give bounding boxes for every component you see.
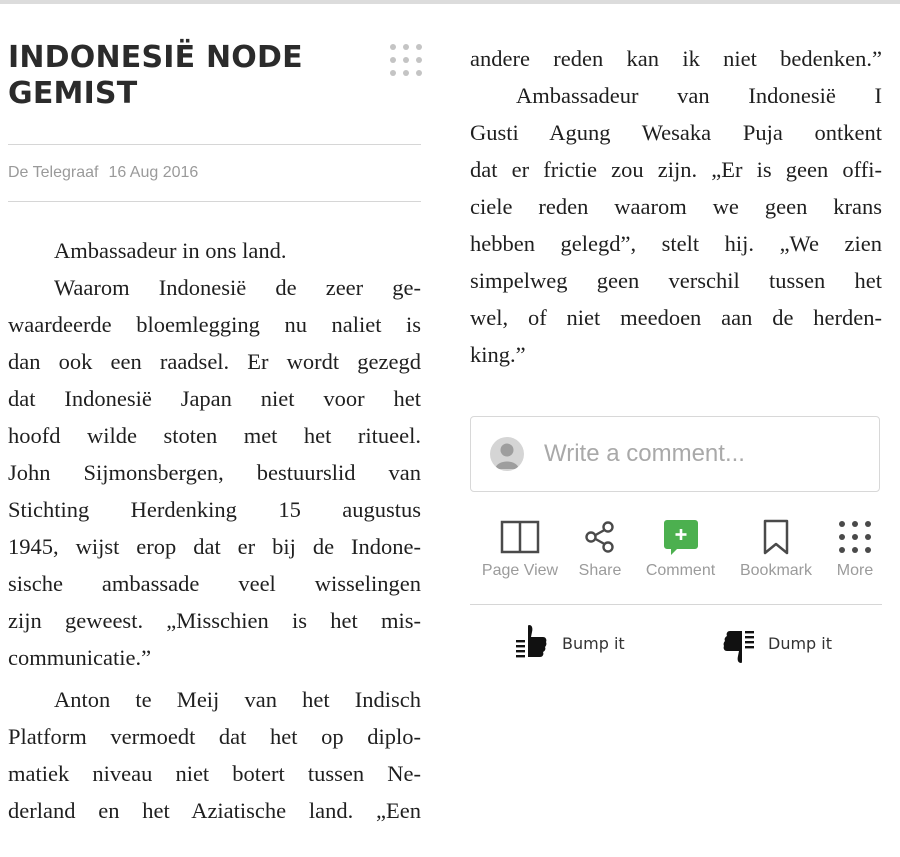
text-line: Anton te Meij van het Indisch xyxy=(54,687,421,712)
article-title-line-2: GEMIST xyxy=(8,76,138,111)
text-line: ciele reden waarom we geen krans xyxy=(470,194,882,219)
article-header xyxy=(8,40,421,140)
article-meta xyxy=(8,145,421,201)
bump-label: Bump it xyxy=(562,633,625,653)
text-line: matiek niveau niet botert tussen Ne- xyxy=(8,761,421,786)
top-divider xyxy=(0,0,900,4)
comment-input[interactable] xyxy=(542,439,866,469)
bookmark-button[interactable] xyxy=(733,516,819,580)
comment-label: Comment xyxy=(645,562,716,579)
text-line: simpelweg geen verschil tussen het xyxy=(470,268,882,293)
article-body-right xyxy=(470,40,882,373)
article-right-column xyxy=(470,40,882,373)
comment-box[interactable] xyxy=(470,416,880,492)
article-body-left xyxy=(8,232,421,829)
text-line: king.” xyxy=(470,342,526,367)
text-line: hebben gelegd”, stelt hij. „We zien xyxy=(470,231,882,256)
meta-divider xyxy=(8,201,421,202)
action-bar xyxy=(470,516,882,586)
text-line: hoofd wilde stoten met het ritueel. xyxy=(8,423,421,448)
text-line: dat er frictie zou zijn. „Er is geen offi- xyxy=(470,157,882,182)
share-button[interactable] xyxy=(575,516,625,580)
article-left-column xyxy=(8,40,421,829)
article-title xyxy=(8,40,421,112)
text-line: wel, of niet meedoen aan de herden- xyxy=(470,305,882,330)
thumbs-down-icon xyxy=(722,621,754,665)
text-line: dan ook een raadsel. Er wordt gezegd xyxy=(8,349,421,374)
text-line: Ambassadeur van Indonesië I xyxy=(516,83,882,108)
paragraph xyxy=(8,269,421,676)
thumbs-up-icon xyxy=(516,623,548,663)
bookmark-icon xyxy=(762,519,790,555)
page-view-label: Page View xyxy=(481,562,559,579)
actions-divider xyxy=(470,604,882,605)
user-avatar-icon xyxy=(490,437,524,471)
text-line: communicatie.” xyxy=(8,645,152,670)
bump-button[interactable] xyxy=(516,620,625,666)
open-book-icon xyxy=(500,520,540,554)
share-icon xyxy=(583,520,617,554)
avatar xyxy=(490,437,524,471)
dump-button[interactable] xyxy=(722,620,832,666)
drag-handle-icon[interactable] xyxy=(388,43,424,79)
text-line: dat Indonesië Japan niet voor het xyxy=(8,386,421,411)
bookmark-label: Bookmark xyxy=(739,562,813,579)
text-line: Ambassadeur in ons land. xyxy=(54,238,287,263)
text-line: Waarom Indonesië de zeer ge- xyxy=(54,275,421,300)
text-line: derland en het Aziatische land. „Een xyxy=(8,798,421,823)
dump-label: Dump it xyxy=(768,633,833,653)
more-button[interactable] xyxy=(830,516,880,580)
text-line: Platform vermoedt dat het op diplo- xyxy=(8,724,421,749)
article-title-line-1: INDONESIË NODE xyxy=(8,40,303,75)
comment-plus-icon xyxy=(663,518,699,556)
paragraph xyxy=(470,77,882,373)
more-dots-icon xyxy=(838,520,872,554)
paragraph xyxy=(8,681,421,829)
text-line: Gusti Agung Wesaka Puja ontkent xyxy=(470,120,882,145)
more-label: More xyxy=(836,562,874,579)
paragraph xyxy=(470,40,882,77)
text-line: John Sijmonsbergen, bestuurslid van xyxy=(8,460,421,485)
text-line: zijn geweest. „Misschien is het mis- xyxy=(8,608,421,633)
page-view-button[interactable] xyxy=(475,516,565,580)
text-line: andere reden kan ik niet bedenken.” xyxy=(470,46,882,71)
paragraph xyxy=(8,232,421,269)
share-label: Share xyxy=(578,562,622,579)
text-line: 1945, wijst erop dat er bij de Indone- xyxy=(8,534,421,559)
text-line: Stichting Herdenking 15 augustus xyxy=(8,497,421,522)
text-line: waardeerde bloemlegging nu naliet is xyxy=(8,312,421,337)
comment-button[interactable] xyxy=(638,516,723,580)
article-date: 16 Aug 2016 xyxy=(108,164,199,181)
article-source: De Telegraaf xyxy=(8,164,99,181)
text-line: sische ambassade veel wisselingen xyxy=(8,571,421,596)
